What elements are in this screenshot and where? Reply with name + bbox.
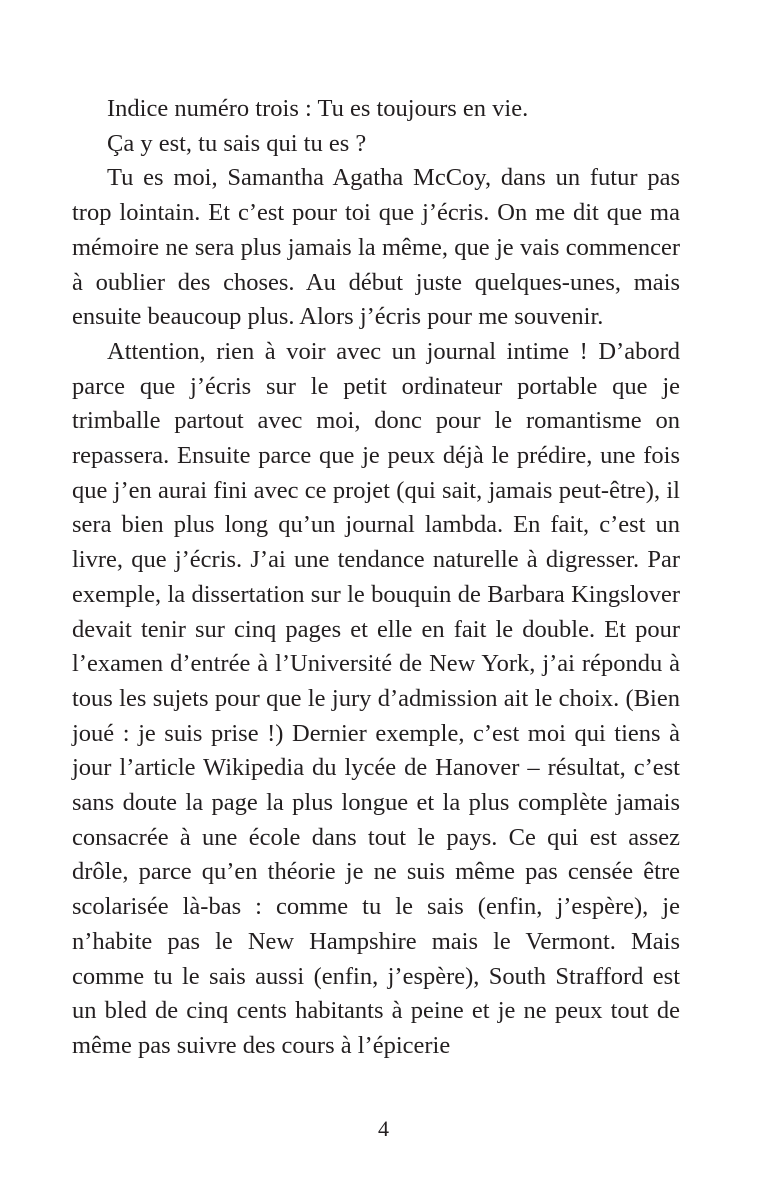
paragraph-hint-three: Indice numéro trois : Tu es toujours en vie. — [107, 95, 529, 122]
paragraph-not-a-diary: Attention, rien à voir avec un journal intime ! D’abord parce que j’écris sur le petit ordinateur portable que je trimballe partout avec moi, donc pour le romantisme on repassera. Ensuite parce que je peux déjà le prédire, une fois que j’en aurai fini avec ce projet (qui sait, jamais peut-être), il sera bien plus long qu’un journal lambda. En fait, c’est un livre, que j’écris. J’ai une tendance naturelle à digresser. Par exemple, la dissertation sur le bouquin de Barbara Kingslover devait tenir sur cinq pages et elle en fait le double. Et pour l’examen d’entrée à l’Université de New York, j’ai répondu à tous les sujets pour que le jury d’admission ait le choix. (Bien joué : je suis prise !) Dernier exemple, c’est moi qui tiens à jour l’article Wikipedia du lycée de Hanover – résultat, c’est sans doute la page la plus longue et la plus complète jamais consacrée à une école dans tout le pays. Ce qui est assez drôle, parce qu’en théorie je ne suis même pas censée être scolarisée là-bas : comme tu le sais (enfin, j’espère), je n’habite pas le New Hampshire mais le Vermont. Mais comme tu le sais aussi (enfin, j’espère), South Strafford est un bled de cinq cents habitants à peine et je ne peux tout de même pas suivre des cours à l’épicerie — [72, 337, 680, 1059]
paragraph-question: Ça y est, tu sais qui tu es ? — [107, 129, 367, 157]
paragraph-introduction: Tu es moi, Samantha Agatha McCoy, dans un futur pas trop lointain. Et c’est pour toi que j’écris. On me dit que ma mémoire ne sera plus jamais la même, que je vais commencer à oublier des choses. Au début juste quelques-unes, mais ensuite beaucoup plus. Alors j’écris pour me souvenir. — [72, 164, 680, 331]
page-body — [72, 92, 680, 1064]
page-number: 4 — [378, 1116, 389, 1141]
